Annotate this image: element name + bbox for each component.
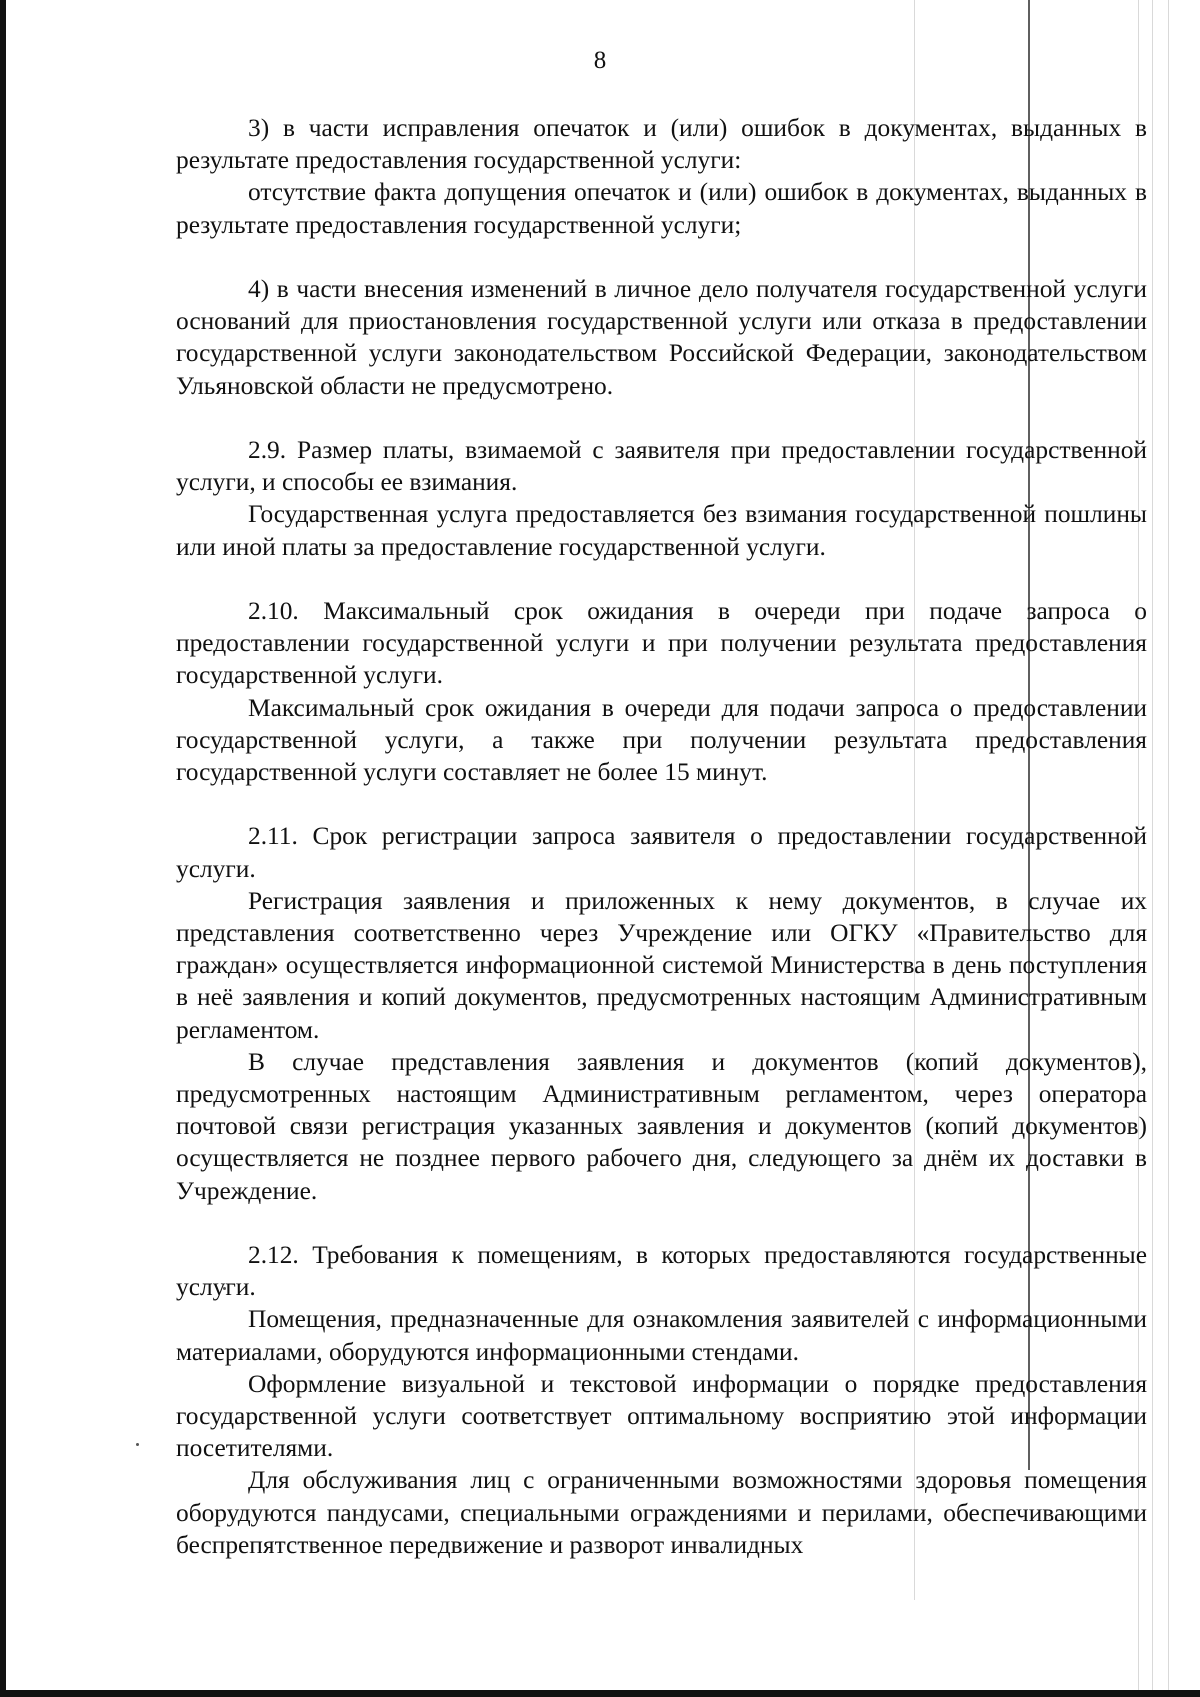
scan-artifact-line [1168, 0, 1169, 1690]
paragraph: Помещения, предназначенные для ознакомления заявителей с информационными материалами, оборудуются информационными стендами. [176, 1305, 1147, 1366]
document-body [176, 112, 1147, 1561]
scan-border-left [0, 0, 6, 1690]
paragraph: Государственная услуга предоставляется без взимания государственной пошлины или иной платы за предоставление государственной услуги. [176, 500, 1147, 561]
section-heading: 2.9. Размер платы, взимаемой с заявителя при предоставлении государственной услуги, и способы ее взимания. [176, 436, 1147, 497]
scan-speck [136, 1443, 139, 1446]
page-number: 8 [593, 47, 607, 74]
paragraph: В случае представления заявления и документов (копий документов), предусмотренных настоящим Административным регламентом, через оператора почтовой связи регистрация указанных заявления и документов (копий документов) осуществляется не позднее первого рабочего дня, следующего за днём их доставки в Учреждение. [176, 1047, 1147, 1205]
paragraph: Регистрация заявления и приложенных к нему документов, в случае их представления соответственно через Учреждение или ОГКУ «Правительство для граждан» осуществляется информационной системой Министерства в день поступления в неё заявления и копий документов, предусмотренных настоящим Административным регламентом. [176, 886, 1147, 1044]
section-heading: 2.10. Максимальный срок ожидания в очереди при подаче запроса о предоставлении государственной услуги и при получении результата предоставления государственной услуги. [176, 597, 1147, 690]
section-heading: 2.11. Срок регистрации запроса заявителя о предоставлении государственной услуги. [176, 822, 1147, 883]
paragraph: Оформление визуальной и текстовой информации о порядке предоставления государственной услуги соответствует оптимальному восприятию этой информации посетителями. [176, 1369, 1147, 1463]
paragraph: Для обслуживания лиц с ограниченными возможностями здоровья помещения оборудуются пандусами, специальными ограждениями и перилами, обеспечивающими беспрепятственное передвижение и разворот инвалидных [176, 1466, 1147, 1559]
scan-border-bottom [0, 1690, 1200, 1697]
scan-artifact-line [1152, 0, 1153, 1690]
section-heading: 2.12. Требования к помещениям, в которых предоставляются государственные услуги. [176, 1241, 1147, 1302]
paragraph: Максимальный срок ожидания в очереди для подачи запроса о предоставлении государственной услуги, а также при получении результата предоставления государственной услуги составляет не более 15 минут. [176, 693, 1147, 787]
paragraph: 3) в части исправления опечаток и (или) ошибок в документах, выданных в результате предоставления государственной услуги: [176, 114, 1147, 175]
paragraph: отсутствие факта допущения опечаток и (или) ошибок в документах, выданных в результате предоставления государственной услуги; [176, 178, 1147, 239]
paragraph: 4) в части внесения изменений в личное дело получателя государственной услуги оснований для приостановления государственной услуги или отказа в предоставлении государственной услуги законодательством Российской Федерации, законодательством Ульяновской области не предусмотрено. [176, 275, 1147, 400]
